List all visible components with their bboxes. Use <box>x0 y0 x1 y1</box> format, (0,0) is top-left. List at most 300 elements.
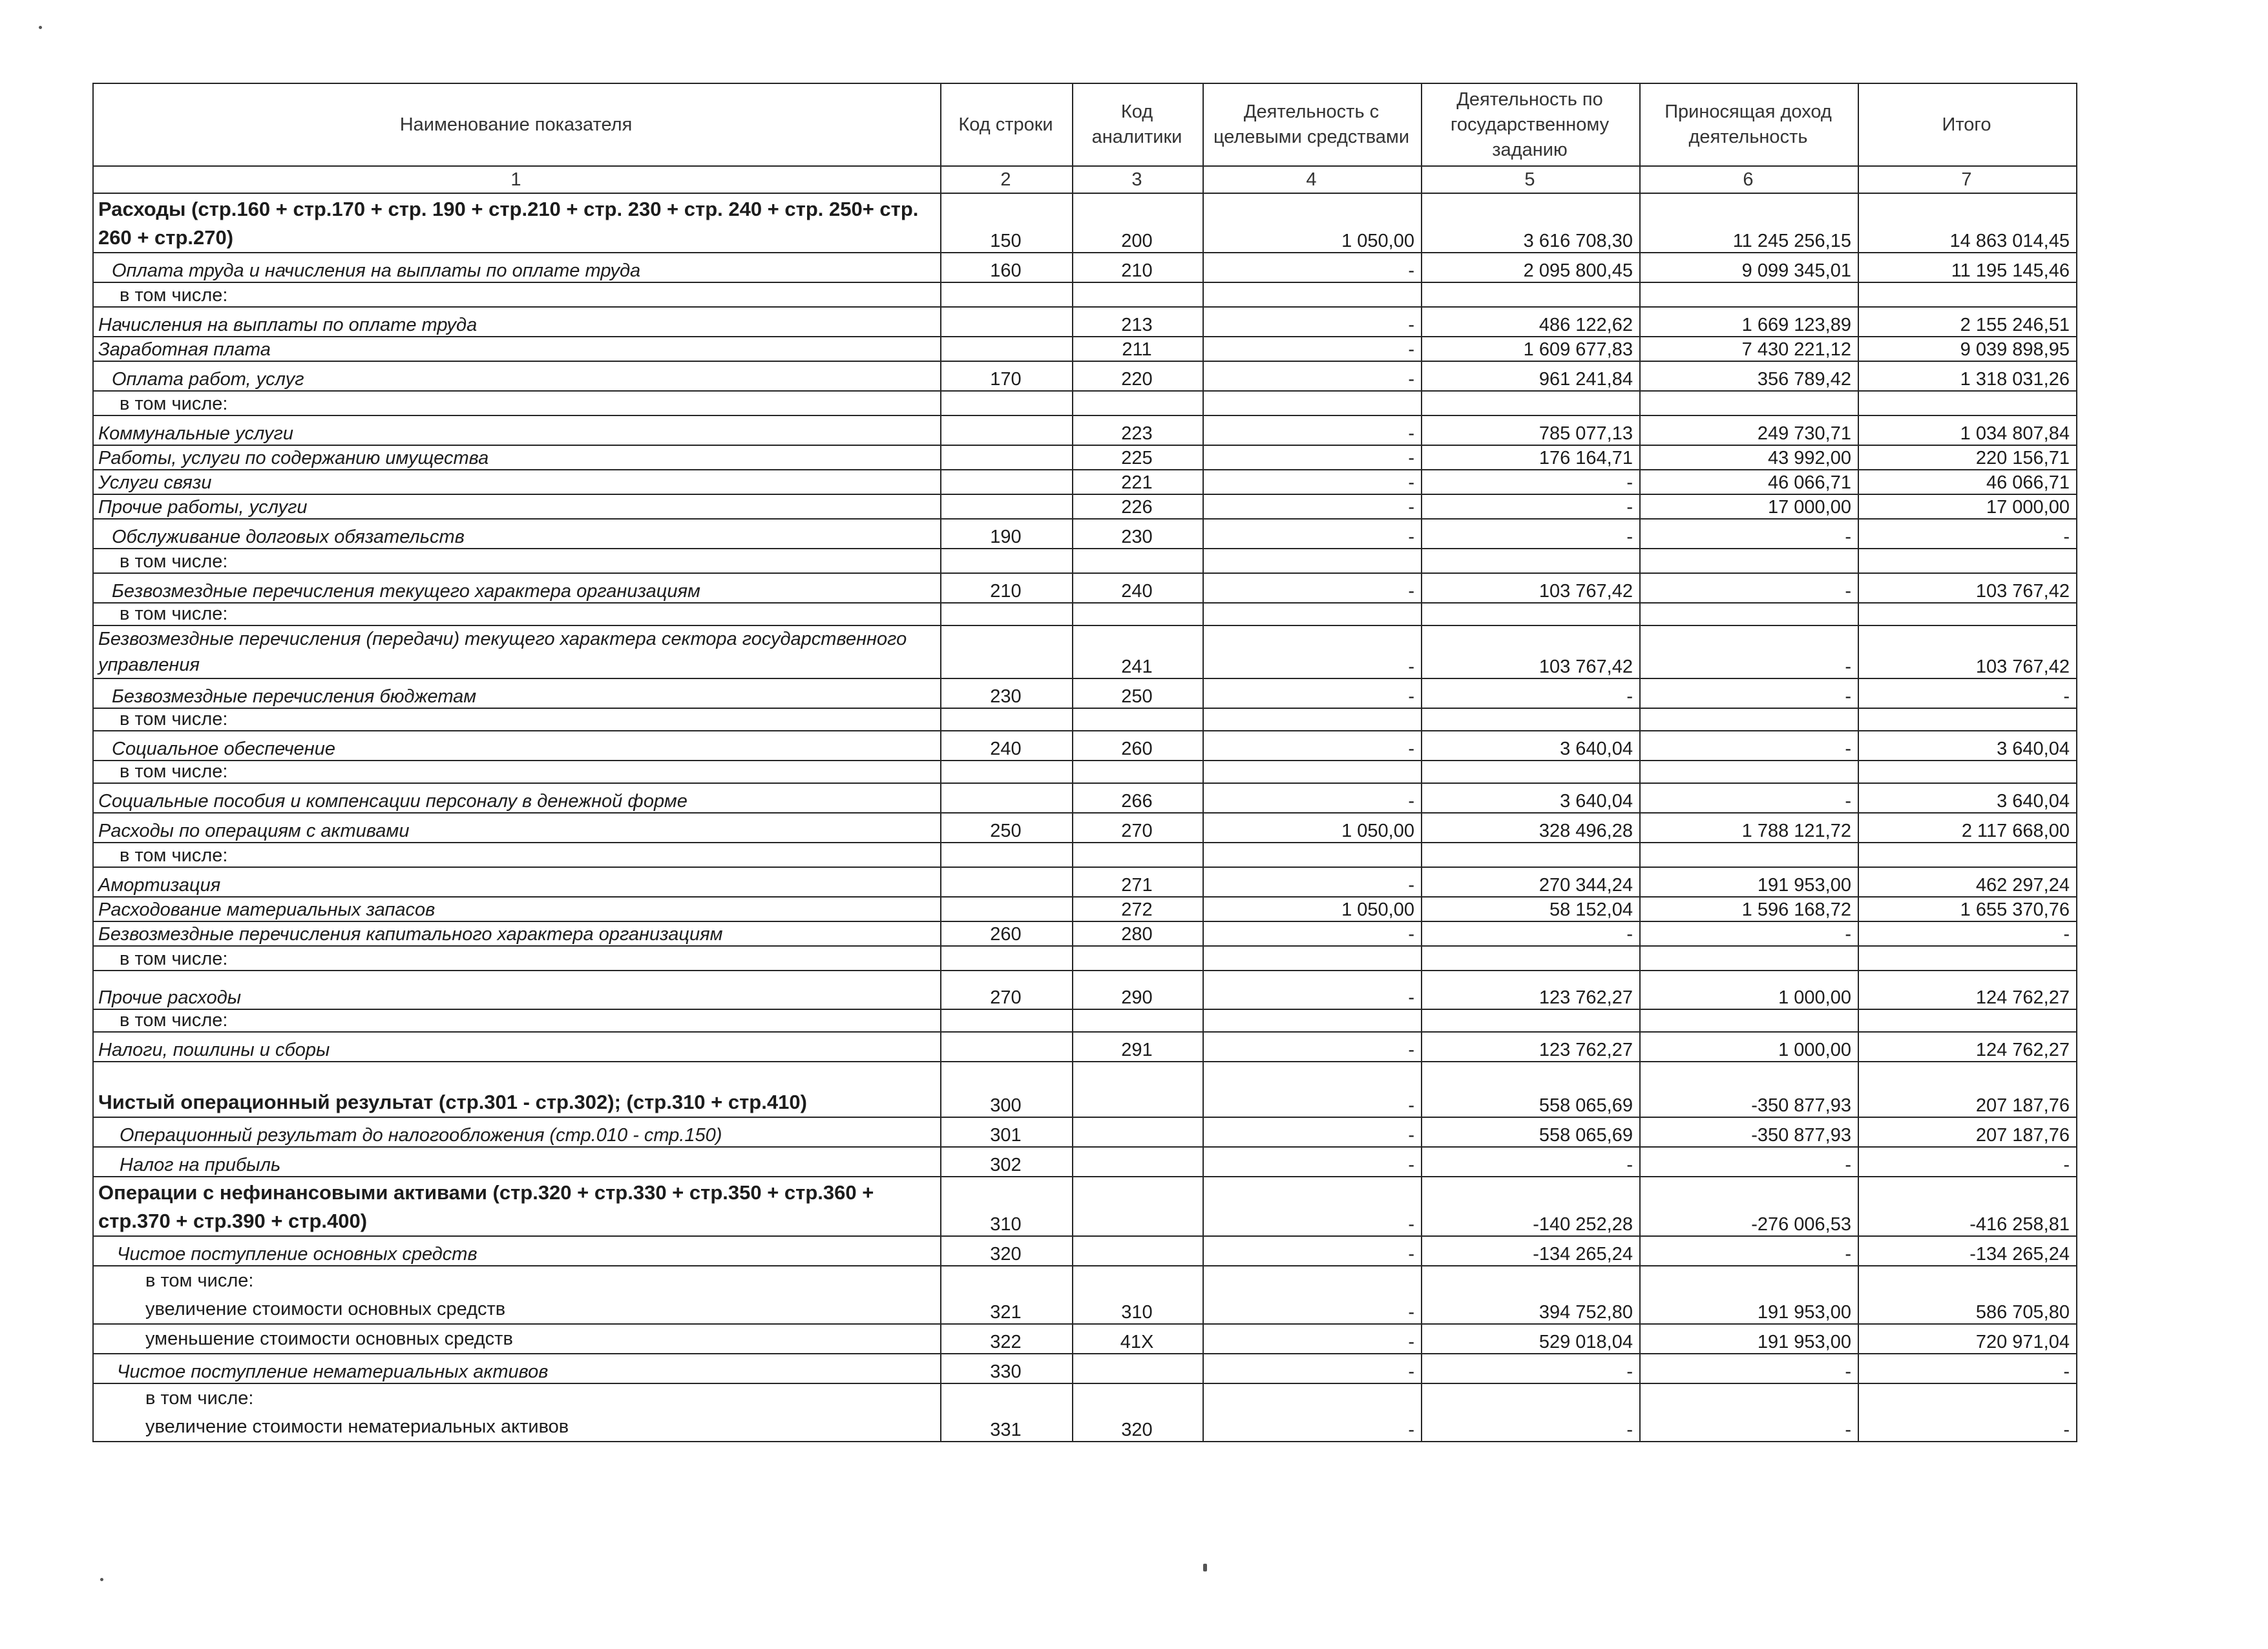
row-code: 240 <box>941 731 1073 761</box>
state-assignment-value: - <box>1422 1354 1640 1383</box>
row-name: Прочие расходы <box>93 971 941 1009</box>
scan-speck <box>39 26 42 29</box>
total-value: 103 767,42 <box>1858 573 2077 603</box>
analytic-code <box>1073 843 1203 867</box>
total-value <box>1858 843 2077 867</box>
row-code: 300 <box>941 1062 1073 1117</box>
income-activity-value: - <box>1640 1236 1858 1266</box>
table-row <box>93 193 2077 253</box>
total-value: 720 971,04 <box>1858 1324 2077 1354</box>
header-state-assignment: Деятельность по государственному заданию <box>1422 83 1640 166</box>
state-assignment-value: 3 640,04 <box>1422 731 1640 761</box>
row-code <box>941 946 1073 971</box>
analytic-code: 240 <box>1073 573 1203 603</box>
targeted-funds-value: 1 050,00 <box>1203 897 1422 921</box>
total-value <box>1858 946 2077 971</box>
analytic-code: 270 <box>1073 813 1203 843</box>
row-code: 160 <box>941 253 1073 282</box>
analytic-code <box>1073 1177 1203 1236</box>
table-row <box>93 445 2077 470</box>
row-name: Оплата труда и начисления на выплаты по оплате труда <box>93 253 941 282</box>
table-row <box>93 1032 2077 1062</box>
table-row <box>93 678 2077 708</box>
state-assignment-value <box>1422 549 1640 573</box>
analytic-code: 226 <box>1073 494 1203 519</box>
total-value <box>1858 282 2077 307</box>
income-activity-value <box>1640 708 1858 731</box>
income-activity-value <box>1640 946 1858 971</box>
analytic-code: 291 <box>1073 1032 1203 1062</box>
income-activity-value: - <box>1640 731 1858 761</box>
analytic-code: 230 <box>1073 519 1203 549</box>
table-row <box>93 573 2077 603</box>
targeted-funds-value <box>1203 761 1422 783</box>
analytic-code: 223 <box>1073 415 1203 445</box>
state-assignment-value <box>1422 946 1640 971</box>
income-activity-value: -276 006,53 <box>1640 1177 1858 1236</box>
targeted-funds-value <box>1203 843 1422 867</box>
analytic-code: 266 <box>1073 783 1203 813</box>
header-total: Итого <box>1858 83 2077 166</box>
state-assignment-value: 58 152,04 <box>1422 897 1640 921</box>
table-row <box>93 391 2077 415</box>
row-code <box>941 867 1073 897</box>
targeted-funds-value: - <box>1203 1266 1422 1324</box>
row-code <box>941 494 1073 519</box>
state-assignment-value: 2 095 800,45 <box>1422 253 1640 282</box>
table-row <box>93 519 2077 549</box>
targeted-funds-value: - <box>1203 415 1422 445</box>
row-name: в том числе: <box>93 946 941 971</box>
table-row <box>93 282 2077 307</box>
total-value: 103 767,42 <box>1858 625 2077 678</box>
state-assignment-value: 394 752,80 <box>1422 1266 1640 1324</box>
targeted-funds-value <box>1203 708 1422 731</box>
row-name: Расходование материальных запасов <box>93 897 941 921</box>
row-name: в том числе: <box>93 549 941 573</box>
state-assignment-value <box>1422 761 1640 783</box>
total-value: 9 039 898,95 <box>1858 337 2077 361</box>
row-code <box>941 708 1073 731</box>
analytic-code <box>1073 946 1203 971</box>
analytic-code <box>1073 391 1203 415</box>
targeted-funds-value: - <box>1203 1032 1422 1062</box>
analytic-code <box>1073 1062 1203 1117</box>
row-name-prefix: в том числе: <box>145 1388 254 1409</box>
analytic-code: 213 <box>1073 307 1203 337</box>
state-assignment-value: - <box>1422 494 1640 519</box>
table-row <box>93 549 2077 573</box>
header-row-code: Код строки <box>941 83 1073 166</box>
table-row <box>93 1009 2077 1032</box>
row-code: 210 <box>941 573 1073 603</box>
income-activity-value: - <box>1640 1354 1858 1383</box>
targeted-funds-value: - <box>1203 253 1422 282</box>
row-name: Безвозмездные перечисления бюджетам <box>93 678 941 708</box>
analytic-code: 220 <box>1073 361 1203 391</box>
state-assignment-value: 3 640,04 <box>1422 783 1640 813</box>
table-row <box>93 783 2077 813</box>
analytic-code <box>1073 603 1203 625</box>
state-assignment-value: 176 164,71 <box>1422 445 1640 470</box>
row-code <box>941 307 1073 337</box>
state-assignment-value: 558 065,69 <box>1422 1117 1640 1147</box>
row-code <box>941 391 1073 415</box>
table-row <box>93 1147 2077 1177</box>
total-value <box>1858 549 2077 573</box>
total-value: - <box>1858 921 2077 946</box>
state-assignment-value: 486 122,62 <box>1422 307 1640 337</box>
analytic-code: 250 <box>1073 678 1203 708</box>
row-name: в том числе: <box>93 843 941 867</box>
column-numbering-row <box>93 166 2077 193</box>
row-name <box>93 1383 941 1442</box>
row-code: 230 <box>941 678 1073 708</box>
table-row <box>93 1383 2077 1442</box>
total-value <box>1858 708 2077 731</box>
analytic-code: 310 <box>1073 1266 1203 1324</box>
table-row <box>93 971 2077 1009</box>
table-row <box>93 1062 2077 1117</box>
row-name: в том числе: <box>93 391 941 415</box>
analytic-code <box>1073 1009 1203 1032</box>
row-name: в том числе: <box>93 761 941 783</box>
row-name: Расходы (стр.160 + стр.170 + стр. 190 + стр.210 + стр. 230 + стр. 240 + стр. 250+ стр. 260 + стр.270) <box>93 193 941 253</box>
row-name: Обслуживание долговых обязательств <box>93 519 941 549</box>
table-row <box>93 1354 2077 1383</box>
analytic-code: 320 <box>1073 1383 1203 1442</box>
income-activity-value: - <box>1640 1383 1858 1442</box>
table-row <box>93 1266 2077 1324</box>
total-value: 207 187,76 <box>1858 1062 2077 1117</box>
row-code <box>941 1009 1073 1032</box>
column-number: 5 <box>1422 166 1640 193</box>
column-number: 7 <box>1858 166 2077 193</box>
table-row <box>93 1324 2077 1354</box>
row-name: Коммунальные услуги <box>93 415 941 445</box>
row-code: 331 <box>941 1383 1073 1442</box>
state-assignment-value: 529 018,04 <box>1422 1324 1640 1354</box>
analytic-code <box>1073 1117 1203 1147</box>
analytic-code: 290 <box>1073 971 1203 1009</box>
targeted-funds-value: - <box>1203 307 1422 337</box>
total-value: 586 705,80 <box>1858 1266 2077 1324</box>
income-activity-value: 11 245 256,15 <box>1640 193 1858 253</box>
analytic-code: 225 <box>1073 445 1203 470</box>
analytic-code <box>1073 549 1203 573</box>
income-activity-value <box>1640 603 1858 625</box>
table-header-row <box>93 83 2077 166</box>
table-row <box>93 625 2077 678</box>
row-name <box>93 1266 941 1324</box>
total-value: - <box>1858 1147 2077 1177</box>
analytic-code: 221 <box>1073 470 1203 494</box>
state-assignment-value: - <box>1422 1383 1640 1442</box>
targeted-funds-value <box>1203 549 1422 573</box>
table-row <box>93 843 2077 867</box>
income-activity-value <box>1640 1009 1858 1032</box>
total-value: 3 640,04 <box>1858 783 2077 813</box>
targeted-funds-value <box>1203 603 1422 625</box>
row-name: Чистый операционный результат (стр.301 - стр.302); (стр.310 + стр.410) <box>93 1062 941 1117</box>
targeted-funds-value <box>1203 946 1422 971</box>
state-assignment-value <box>1422 603 1640 625</box>
row-name: Налог на прибыль <box>93 1147 941 1177</box>
targeted-funds-value: - <box>1203 361 1422 391</box>
state-assignment-value: - <box>1422 519 1640 549</box>
total-value <box>1858 761 2077 783</box>
income-activity-value: - <box>1640 625 1858 678</box>
row-code: 190 <box>941 519 1073 549</box>
total-value: - <box>1858 678 2077 708</box>
targeted-funds-value: - <box>1203 783 1422 813</box>
income-activity-value <box>1640 282 1858 307</box>
state-assignment-value: 270 344,24 <box>1422 867 1640 897</box>
income-activity-value: -350 877,93 <box>1640 1117 1858 1147</box>
income-activity-value: 191 953,00 <box>1640 1324 1858 1354</box>
targeted-funds-value: - <box>1203 1177 1422 1236</box>
analytic-code <box>1073 282 1203 307</box>
analytic-code: 260 <box>1073 731 1203 761</box>
income-activity-value: - <box>1640 1147 1858 1177</box>
targeted-funds-value: - <box>1203 445 1422 470</box>
state-assignment-value <box>1422 708 1640 731</box>
analytic-code: 210 <box>1073 253 1203 282</box>
column-number: 4 <box>1203 166 1422 193</box>
table-row <box>93 1177 2077 1236</box>
income-activity-value: 17 000,00 <box>1640 494 1858 519</box>
row-name: уменьшение стоимости основных средств <box>93 1324 941 1354</box>
targeted-funds-value: - <box>1203 971 1422 1009</box>
row-name: Чистое поступление нематериальных активов <box>93 1354 941 1383</box>
row-name: Заработная плата <box>93 337 941 361</box>
targeted-funds-value: 1 050,00 <box>1203 193 1422 253</box>
state-assignment-value: - <box>1422 1147 1640 1177</box>
header-income-activity: Приносящая доход деятельность <box>1640 83 1858 166</box>
row-code: 150 <box>941 193 1073 253</box>
targeted-funds-value: - <box>1203 1354 1422 1383</box>
row-name: Безвозмездные перечисления (передачи) текущего характера сектора государственного управления <box>93 625 941 678</box>
analytic-code: 200 <box>1073 193 1203 253</box>
row-code <box>941 445 1073 470</box>
targeted-funds-value <box>1203 391 1422 415</box>
targeted-funds-value: - <box>1203 731 1422 761</box>
income-activity-value: - <box>1640 519 1858 549</box>
row-code <box>941 625 1073 678</box>
header-targeted-funds: Деятельность с целевыми средствами <box>1203 83 1422 166</box>
analytic-code <box>1073 761 1203 783</box>
targeted-funds-value: - <box>1203 921 1422 946</box>
income-activity-value <box>1640 843 1858 867</box>
table-row <box>93 603 2077 625</box>
column-number: 6 <box>1640 166 1858 193</box>
row-name: Начисления на выплаты по оплате труда <box>93 307 941 337</box>
total-value <box>1858 1009 2077 1032</box>
income-activity-value: - <box>1640 783 1858 813</box>
table-row <box>93 361 2077 391</box>
income-activity-value <box>1640 761 1858 783</box>
table-row <box>93 253 2077 282</box>
state-assignment-value: 123 762,27 <box>1422 971 1640 1009</box>
targeted-funds-value: - <box>1203 1117 1422 1147</box>
income-activity-value: 249 730,71 <box>1640 415 1858 445</box>
analytic-code: 41X <box>1073 1324 1203 1354</box>
row-code <box>941 337 1073 361</box>
column-number: 3 <box>1073 166 1203 193</box>
income-activity-value: 43 992,00 <box>1640 445 1858 470</box>
row-name: Социальное обеспечение <box>93 731 941 761</box>
state-assignment-value <box>1422 1009 1640 1032</box>
targeted-funds-value: - <box>1203 470 1422 494</box>
table-row <box>93 307 2077 337</box>
total-value: -416 258,81 <box>1858 1177 2077 1236</box>
income-activity-value: - <box>1640 573 1858 603</box>
row-code <box>941 761 1073 783</box>
column-number: 2 <box>941 166 1073 193</box>
targeted-funds-value <box>1203 282 1422 307</box>
row-code <box>941 549 1073 573</box>
row-code <box>941 783 1073 813</box>
income-activity-value: 1 669 123,89 <box>1640 307 1858 337</box>
targeted-funds-value: - <box>1203 1062 1422 1117</box>
table-row <box>93 1117 2077 1147</box>
row-code: 270 <box>941 971 1073 1009</box>
total-value: 17 000,00 <box>1858 494 2077 519</box>
state-assignment-value: -134 265,24 <box>1422 1236 1640 1266</box>
total-value: 3 640,04 <box>1858 731 2077 761</box>
income-activity-value: - <box>1640 921 1858 946</box>
row-code: 322 <box>941 1324 1073 1354</box>
analytic-code <box>1073 1236 1203 1266</box>
state-assignment-value: 123 762,27 <box>1422 1032 1640 1062</box>
state-assignment-value <box>1422 843 1640 867</box>
row-code: 170 <box>941 361 1073 391</box>
table-row <box>93 470 2077 494</box>
total-value <box>1858 391 2077 415</box>
targeted-funds-value: - <box>1203 519 1422 549</box>
income-activity-value: 191 953,00 <box>1640 1266 1858 1324</box>
row-code: 321 <box>941 1266 1073 1324</box>
row-code <box>941 282 1073 307</box>
state-assignment-value: 328 496,28 <box>1422 813 1640 843</box>
analytic-code: 280 <box>1073 921 1203 946</box>
total-value: - <box>1858 1354 2077 1383</box>
table-row <box>93 415 2077 445</box>
state-assignment-value <box>1422 282 1640 307</box>
analytic-code: 272 <box>1073 897 1203 921</box>
state-assignment-value: 3 616 708,30 <box>1422 193 1640 253</box>
row-name: Безвозмездные перечисления капитального характера организациям <box>93 921 941 946</box>
row-code: 301 <box>941 1117 1073 1147</box>
total-value: 1 318 031,26 <box>1858 361 2077 391</box>
row-name-main: увеличение стоимости основных средств <box>145 1299 506 1319</box>
table-row <box>93 337 2077 361</box>
total-value: 124 762,27 <box>1858 1032 2077 1062</box>
row-name: в том числе: <box>93 603 941 625</box>
row-code: 310 <box>941 1177 1073 1236</box>
row-name: Работы, услуги по содержанию имущества <box>93 445 941 470</box>
table-row <box>93 1236 2077 1266</box>
targeted-funds-value: - <box>1203 1147 1422 1177</box>
expenses-report-table <box>92 83 2077 1442</box>
row-code <box>941 1032 1073 1062</box>
header-indicator-name: Наименование показателя <box>93 83 941 166</box>
income-activity-value: -350 877,93 <box>1640 1062 1858 1117</box>
income-activity-value: 7 430 221,12 <box>1640 337 1858 361</box>
state-assignment-value: 1 609 677,83 <box>1422 337 1640 361</box>
scan-speck <box>100 1578 103 1581</box>
targeted-funds-value: - <box>1203 625 1422 678</box>
row-name: Социальные пособия и компенсации персоналу в денежной форме <box>93 783 941 813</box>
state-assignment-value: 103 767,42 <box>1422 625 1640 678</box>
row-code: 260 <box>941 921 1073 946</box>
total-value <box>1858 603 2077 625</box>
total-value: 220 156,71 <box>1858 445 2077 470</box>
analytic-code <box>1073 708 1203 731</box>
row-code <box>941 843 1073 867</box>
column-number: 1 <box>93 166 941 193</box>
state-assignment-value: -140 252,28 <box>1422 1177 1640 1236</box>
total-value: 14 863 014,45 <box>1858 193 2077 253</box>
table-row <box>93 921 2077 946</box>
income-activity-value <box>1640 549 1858 573</box>
total-value: - <box>1858 1383 2077 1442</box>
state-assignment-value: 785 077,13 <box>1422 415 1640 445</box>
row-code: 302 <box>941 1147 1073 1177</box>
income-activity-value: 1 000,00 <box>1640 971 1858 1009</box>
row-name: в том числе: <box>93 1009 941 1032</box>
total-value: 2 155 246,51 <box>1858 307 2077 337</box>
income-activity-value: 1 788 121,72 <box>1640 813 1858 843</box>
targeted-funds-value: - <box>1203 1236 1422 1266</box>
row-name: Оплата работ, услуг <box>93 361 941 391</box>
header-analytic-code: Код аналитики <box>1073 83 1203 166</box>
targeted-funds-value <box>1203 1009 1422 1032</box>
row-code <box>941 415 1073 445</box>
state-assignment-value: 961 241,84 <box>1422 361 1640 391</box>
targeted-funds-value: - <box>1203 494 1422 519</box>
row-code: 330 <box>941 1354 1073 1383</box>
row-name-main: увеличение стоимости нематериальных активов <box>145 1416 569 1437</box>
income-activity-value: - <box>1640 678 1858 708</box>
total-value: -134 265,24 <box>1858 1236 2077 1266</box>
table-row <box>93 897 2077 921</box>
table-row <box>93 708 2077 731</box>
total-value: 2 117 668,00 <box>1858 813 2077 843</box>
targeted-funds-value: - <box>1203 678 1422 708</box>
targeted-funds-value: - <box>1203 573 1422 603</box>
income-activity-value: 191 953,00 <box>1640 867 1858 897</box>
row-name: Расходы по операциям с активами <box>93 813 941 843</box>
analytic-code <box>1073 1354 1203 1383</box>
total-value: 1 655 370,76 <box>1858 897 2077 921</box>
total-value: 124 762,27 <box>1858 971 2077 1009</box>
analytic-code: 241 <box>1073 625 1203 678</box>
state-assignment-value: - <box>1422 678 1640 708</box>
scan-speck <box>1203 1564 1207 1571</box>
row-name: в том числе: <box>93 282 941 307</box>
row-name: Операционный результат до налогообложения (стр.010 - стр.150) <box>93 1117 941 1147</box>
total-value: 46 066,71 <box>1858 470 2077 494</box>
analytic-code: 211 <box>1073 337 1203 361</box>
total-value: 462 297,24 <box>1858 867 2077 897</box>
income-activity-value: 9 099 345,01 <box>1640 253 1858 282</box>
table-row <box>93 813 2077 843</box>
total-value: 207 187,76 <box>1858 1117 2077 1147</box>
total-value: 1 034 807,84 <box>1858 415 2077 445</box>
table-row <box>93 731 2077 761</box>
income-activity-value: 46 066,71 <box>1640 470 1858 494</box>
